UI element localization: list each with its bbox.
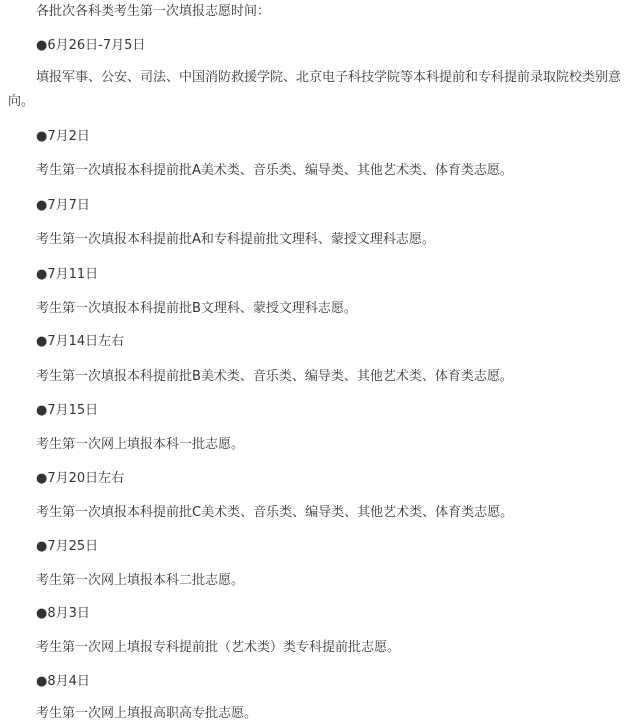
entry-description: 考生第一次填报本科提前批B文理科、蒙授文理科志愿。 — [36, 301, 357, 316]
entry-date: ●8月4日 — [36, 674, 90, 689]
entry-date: ●6月26日-7月5日 — [36, 38, 146, 53]
intro-text: 各批次各科类考生第一次填报志愿时间： — [36, 4, 271, 19]
entry-date: ●7月14日左右 — [36, 334, 125, 349]
entry-description: 考生第一次填报本科提前批A和专科提前批文理科、蒙授文理科志愿。 — [36, 232, 435, 247]
entry-description: 考生第一次填报本科提前批C美术类、音乐类、编导类、其他艺术类、体育类志愿。 — [36, 505, 514, 520]
entry-date: ●7月7日 — [36, 198, 90, 213]
entry-date: ●7月2日 — [36, 129, 90, 144]
entry-description: 考生第一次网上填报高职高专批志愿。 — [36, 706, 258, 721]
entry-description: 填报军事、公安、司法、中国消防救援学院、北京电子科技学院等本科提前和专科提前录取院校类别意向。 — [8, 70, 622, 109]
entry-date: ●8月3日 — [36, 606, 90, 621]
entry-date: ●7月25日 — [36, 539, 99, 554]
entry-description: 考生第一次网上填报本科二批志愿。 — [36, 573, 245, 588]
entry-description: 考生第一次网上填报本科一批志愿。 — [36, 437, 245, 452]
entry-description: 考生第一次填报本科提前批A美术类、音乐类、编导类、其他艺术类、体育类志愿。 — [36, 163, 513, 178]
entry-date: ●7月11日 — [36, 267, 99, 282]
entry-date: ●7月15日 — [36, 403, 99, 418]
entry-description: 考生第一次填报本科提前批B美术类、音乐类、编导类、其他艺术类、体育类志愿。 — [36, 369, 513, 384]
entry-date: ●7月20日左右 — [36, 471, 125, 486]
entry-description: 考生第一次网上填报专科提前批（艺术类）类专科提前批志愿。 — [36, 640, 401, 655]
